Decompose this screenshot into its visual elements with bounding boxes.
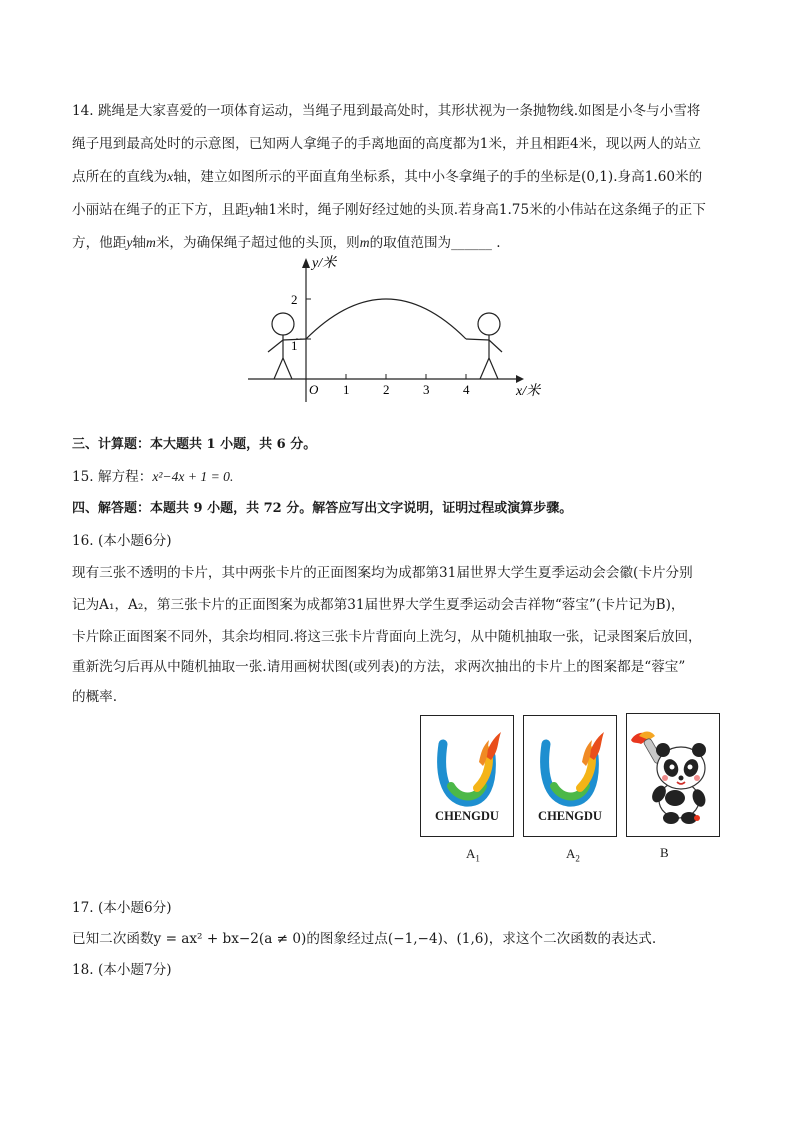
text-span: 小丽站在绳子的正下方，且距 <box>72 202 249 218</box>
q17-header: 17. (本小题6分) <box>72 900 172 916</box>
var-y: y <box>248 202 255 217</box>
text-span: 方，他距 <box>72 235 127 251</box>
card-b-caption: B <box>660 845 669 860</box>
q17-body: 已知二次函数y = ax² + bx−2(a ≠ 0)的图象经过点(−1,−4)、(1,6)，求这个二次函数的表达式. <box>72 931 657 947</box>
q16-header: 16. (本小题6分) <box>72 533 172 549</box>
person-right-arm <box>489 340 502 352</box>
x-tick-label: 1 <box>343 382 350 397</box>
y-tick-label: 1 <box>291 338 298 353</box>
text-span: 的取值范围为______ . <box>369 235 501 251</box>
chengdu-logo-icon <box>524 716 616 836</box>
card-a1 <box>420 715 514 837</box>
text-span: 轴 <box>132 235 147 251</box>
origin-label: O <box>309 382 319 397</box>
q14-line-5 <box>72 233 722 253</box>
text-span: 轴1米时，绳子刚好经过她的头顶.若身高1.75米的小伟站在这条绳子的正下 <box>254 202 706 218</box>
logo-text: CHENGDU <box>538 809 602 823</box>
var-m: m <box>359 235 370 250</box>
x-tick-label: 3 <box>423 382 430 397</box>
person-right-leg <box>480 358 489 379</box>
caption-letter: A <box>566 846 576 861</box>
text-span: 米，为确保绳子超过他的头顶，则 <box>155 235 360 251</box>
q14-line-4 <box>72 200 722 220</box>
x-tick-label: 4 <box>463 382 470 397</box>
q15-equation: x²−4x + 1 = 0. <box>152 469 234 484</box>
q15-prefix: 15. 解方程： <box>72 469 153 485</box>
person-right-leg <box>489 358 498 379</box>
var-y: y <box>126 235 133 250</box>
q14-line-1: 14. 跳绳是大家喜爱的一项体育运动，当绳子甩到最高处时，其形状视为一条抛物线.如图是小冬与小雪将 <box>72 103 701 119</box>
person-left-arm <box>268 340 283 352</box>
jump-rope-graph <box>240 252 560 404</box>
q16-line-2: 记为A₁，A₂，第三张卡片的正面图案为成都第31届世界大学生夏季运动会吉祥物“蓉宝”(卡片记为B)， <box>72 597 685 613</box>
text-span: 点所在的直线为 <box>72 169 168 185</box>
y-tick-label: 2 <box>291 292 298 307</box>
text-span: 轴，建立如图所示的平面直角坐标系，其中小冬拿绳子的手的坐标是(0,1).身高1.60米的 <box>173 169 703 185</box>
person-right-arm <box>466 339 489 340</box>
q16-line-1: 现有三张不透明的卡片，其中两张卡片的正面图案均为成都第31届世界大学生夏季运动会会徽(卡片分别 <box>72 565 693 581</box>
chengdu-logo-icon <box>421 716 513 836</box>
q16-line-3: 卡片除正面图案不同外，其余均相同.将这三张卡片背面向上洗匀，从中随机抽取一张，记录图案后放回， <box>72 629 702 645</box>
rope-parabola <box>306 299 466 339</box>
x-axis-label: x/米 <box>516 384 541 399</box>
caption-letter: A <box>466 846 476 861</box>
section-4-heading: 四、解答题：本题共 9 小题，共 72 分。解答应写出文字说明，证明过程或演算步骤。 <box>72 501 573 516</box>
person-left-leg <box>283 358 292 379</box>
person-right-head <box>478 313 500 335</box>
q14-line-3 <box>72 167 722 187</box>
card-a1-caption <box>466 846 480 864</box>
x-axis-arrow <box>516 375 524 383</box>
q16-line-5: 的概率. <box>72 689 118 705</box>
q18-header: 18. (本小题7分) <box>72 962 172 978</box>
y-axis-arrow <box>302 258 310 268</box>
card-a2-caption <box>566 846 580 864</box>
q15 <box>72 467 722 487</box>
caption-sub: 1 <box>475 853 480 864</box>
caption-sub: 2 <box>575 853 580 864</box>
card-b <box>626 713 720 837</box>
logo-text: CHENGDU <box>435 809 499 823</box>
q16-line-4: 重新洗匀后再从中随机抽取一张.请用画树状图(或列表)的方法，求两次抽出的卡片上的图案都是“蓉宝” <box>72 659 686 675</box>
y-axis-label: y/米 <box>312 256 337 271</box>
section-3-heading: 三、计算题：本大题共 1 小题，共 6 分。 <box>72 437 317 452</box>
card-a2 <box>523 715 617 837</box>
var-m: m <box>146 235 156 250</box>
person-left-leg <box>274 358 283 379</box>
x-tick-label: 2 <box>383 382 390 397</box>
var-x: x <box>167 169 174 184</box>
panda-mascot-icon <box>627 714 719 836</box>
q14-line-2: 绳子甩到最高处时的示意图，已知两人拿绳子的手离地面的高度都为1米，并且相距4米，现以两人的站立 <box>72 136 702 152</box>
person-left-head <box>272 313 294 335</box>
